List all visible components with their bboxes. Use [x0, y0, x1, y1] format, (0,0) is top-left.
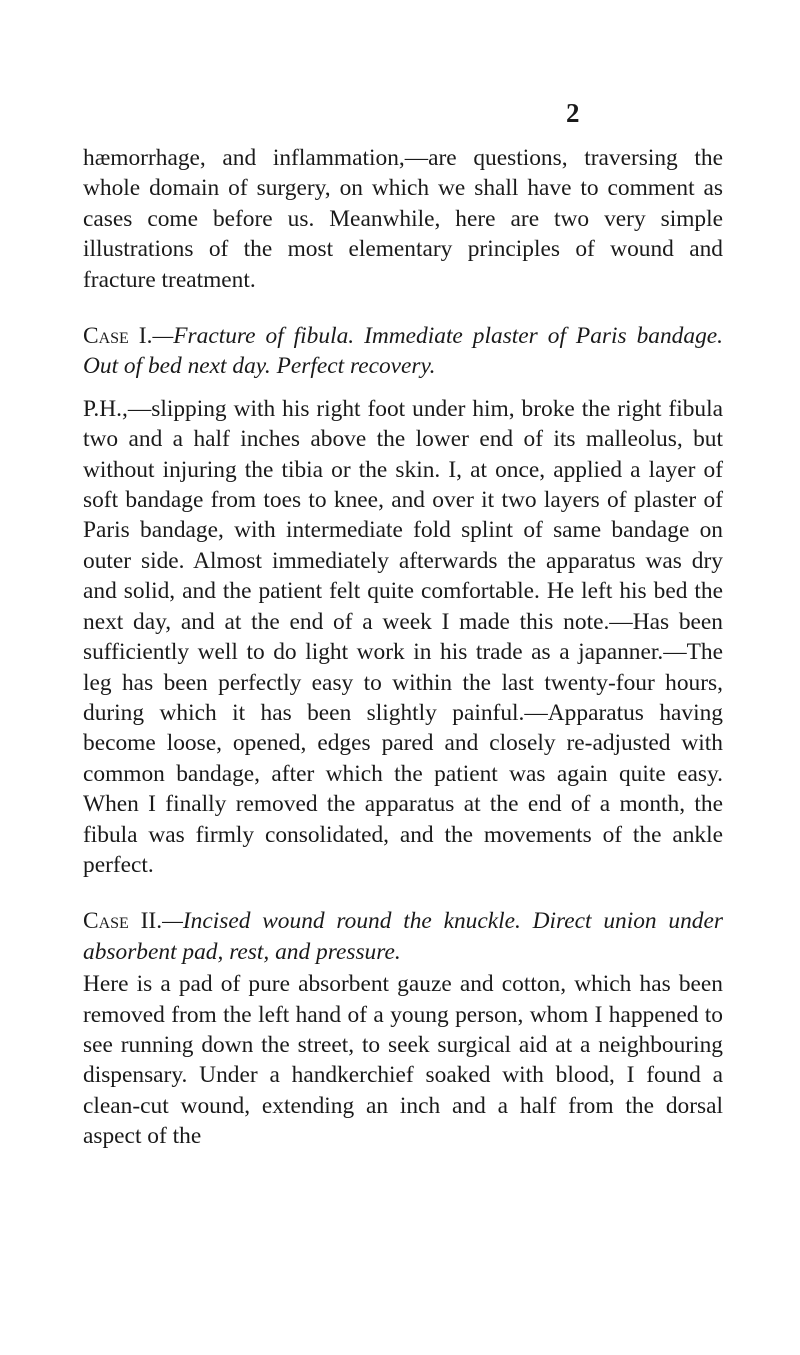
case-2-title: —Incised wound round the knuckle. Direct union under absorbent pad, rest, and pressure. — [83, 908, 723, 965]
case-1-body: P.H.,—slipping with his right foot under him, broke the right fibula two and a half inches above the lower end of its malleolus, but without injuring the tibia or the skin. I, at once, applied a layer of soft bandage from toes to knee, and over it two layers of plaster of Paris bandage, with intermediate fold splint of same bandage on outer side. Almost immediately afterwards the apparatus was dry and solid, and the patient felt quite comfortable. He left his bed the next day, and at the end of a week I made this note.—Has been sufficiently well to do light work in his trade as a japanner.—The leg has been perfectly easy to within the last twenty-four hours, during which it has been slightly painful.—Apparatus having become loose, opened, edges pared and closely re-adjusted with common bandage, after which the patient was again quite easy. When I finally removed the apparatus at the end of a month, the fibula was firmly consolidated, and the movements of the ankle perfect. — [83, 395, 723, 878]
case-2-heading — [83, 906, 723, 967]
page-number: 2 — [566, 98, 580, 128]
case-1-title: —Fracture of fibula. Immediate plaster of Paris bandage. Out of bed next day. Perfect recovery. — [83, 323, 723, 380]
page-text — [83, 143, 723, 1178]
case-1-heading — [83, 321, 723, 382]
intro-paragraph: hæmorrhage, and inflammation,—are questions, traversing the whole domain of surgery, on which we shall have to comment as cases come before us. Meanwhile, here are two very simple illustrations of the most elementary principles of wound and fracture treatment. — [83, 145, 723, 293]
case-2-label: Case II. — [83, 908, 163, 935]
case-1-label: Case I. — [83, 323, 153, 350]
case-2-body: Here is a pad of pure absorbent gauze and cotton, which has been removed from the left hand of a young person, whom I happened to see running down the street, to seek surgical aid at a neighbouring dispensary. Under a handkerchief soaked with blood, I found a clean-cut wound, extending an inch and a half from the dorsal aspect of the — [83, 971, 723, 1150]
